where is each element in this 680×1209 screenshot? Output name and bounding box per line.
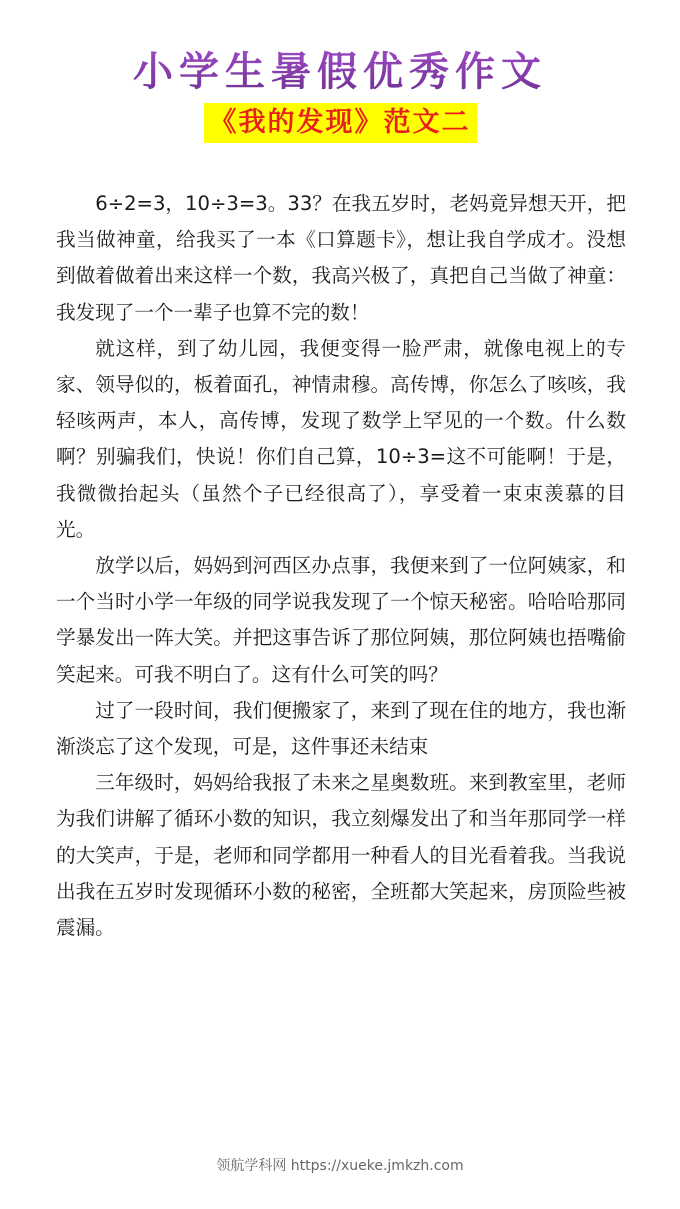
paragraph-4: 过了一段时间，我们便搬家了，来到了现在住的地方，我也渐渐淡忘了这个发现，可是，这件事还未结束 bbox=[56, 698, 626, 759]
paragraph-5: 三年级时，妈妈给我报了未来之星奥数班。来到教室里，老师为我们讲解了循环小数的知识，我立刻爆发出了和当年那同学一样的大笑声，于是，老师和同学都用一种看人的目光看着我。当我说出我在五岁时发现循环小数的秘密，全班都大笑起来，房顶险些被震漏。 bbox=[56, 771, 626, 940]
subtitle-container bbox=[0, 103, 680, 143]
paragraph-1: 6÷2=3，10÷3=3。33？在我五岁时，老妈竟异想天开，把我当做神童，给我买了一本《口算题卡》，想让我自学成才。没想到做着做着出来这样一个数，我高兴极了，真把自己当做了神童：我发现了一个一辈子也算不完的数！ bbox=[56, 192, 626, 324]
page-title: 小学生暑假优秀作文 bbox=[0, 44, 680, 100]
paragraph-3: 放学以后，妈妈到河西区办点事，我便来到了一位阿姨家，和一个当时小学一年级的同学说我发现了一个惊天秘密。哈哈哈那同学暴发出一阵大笑。并把这事告诉了那位阿姨，那位阿姨也捂嘴偷笑起来。可我不明白了。这有什么可笑的吗？ bbox=[56, 554, 626, 686]
essay-subtitle: 《我的发现》范文二 bbox=[204, 103, 477, 143]
footer-watermark: 领航学科网 https://xueke.jmkzh.com bbox=[216, 1158, 464, 1174]
paragraph-2: 就这样，到了幼儿园，我便变得一脸严肃，就像电视上的专家、领导似的，板着面孔，神情肃穆。高传博，你怎么了咳咳，我轻咳两声，本人，高传博，发现了数学上罕见的一个数。什么数啊？别骗我们，快说！你们自己算，10÷3=这不可能啊！于是，我微微抬起头（虽然个子已经很高了），享受着一束束羡慕的目光。 bbox=[56, 336, 626, 541]
essay-body bbox=[56, 186, 626, 946]
